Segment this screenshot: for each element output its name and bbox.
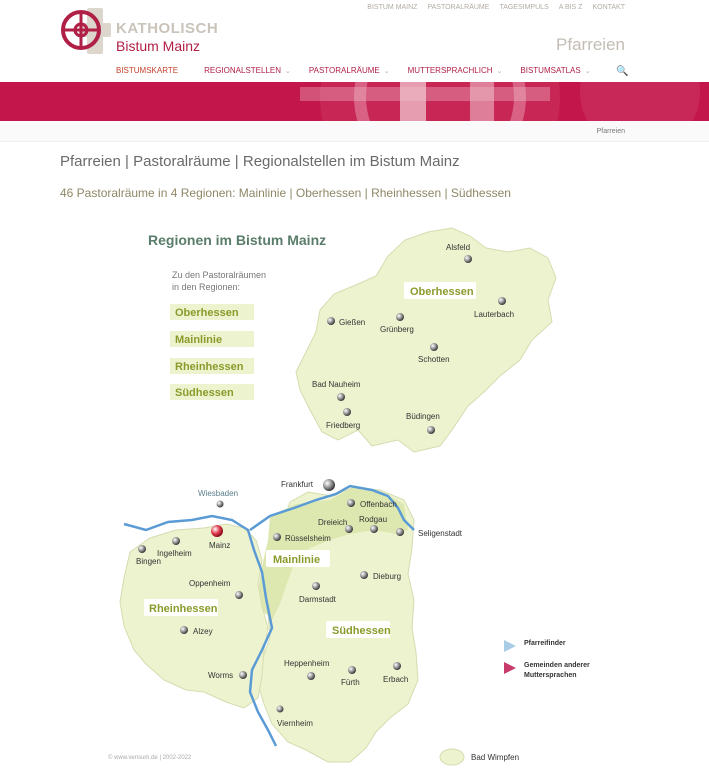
svg-text:Seligenstadt: Seligenstadt — [418, 529, 463, 538]
chevron-down-icon: ⌄ — [584, 68, 591, 75]
nav-pastoralraeume[interactable]: PASTORALRÄUME ⌄ — [308, 66, 390, 75]
banner-ornament — [0, 82, 709, 121]
svg-text:Lauterbach: Lauterbach — [474, 310, 515, 319]
city-badwimpfen[interactable] — [471, 753, 519, 762]
chevron-down-icon: ⌄ — [285, 68, 291, 75]
region-button-mainlinie[interactable] — [170, 331, 254, 347]
svg-text:Worms: Worms — [208, 671, 234, 680]
map-intro-line2: in den Regionen: — [172, 282, 241, 292]
city-frankfurt[interactable] — [281, 479, 335, 491]
topnav-kontakt[interactable]: KONTAKT — [592, 4, 625, 11]
region-button-label: Oberhessen — [175, 307, 239, 319]
region-button-label: Rheinhessen — [175, 361, 244, 373]
svg-text:Schotten: Schotten — [418, 355, 450, 364]
map-intro-line1: Zu den Pastoralräumen — [172, 270, 267, 280]
svg-text:Friedberg: Friedberg — [326, 421, 361, 430]
diocese-map — [0, 215, 709, 782]
region-button-oberhessen[interactable] — [170, 304, 254, 320]
page-heading: Pfarreien — [556, 35, 625, 54]
svg-text:Frankfurt: Frankfurt — [281, 480, 314, 489]
city-wiesbaden[interactable] — [198, 489, 238, 508]
top-utility-nav — [367, 4, 625, 11]
triangle-right-icon — [504, 662, 516, 674]
svg-text:Rheinhessen: Rheinhessen — [149, 603, 218, 615]
svg-text:Fürth: Fürth — [341, 678, 360, 687]
svg-text:Ingelheim: Ingelheim — [157, 549, 192, 558]
region-button-label: Mainlinie — [175, 334, 223, 346]
svg-text:Grünberg: Grünberg — [380, 325, 414, 334]
region-label-suedhessen[interactable] — [326, 621, 391, 638]
topnav-a-bis-z[interactable]: A BIS Z — [558, 4, 583, 11]
legend-pfarreifinder[interactable]: Pfarreifinder — [504, 639, 604, 652]
svg-text:Viernheim: Viernheim — [277, 719, 313, 728]
svg-text:Mainlinie: Mainlinie — [273, 554, 321, 566]
chevron-down-icon: ⌄ — [383, 68, 390, 75]
topnav-bistum-mainz[interactable]: BISTUM MAINZ — [367, 4, 418, 11]
chevron-down-icon: ⌄ — [496, 68, 503, 75]
region-button-rheinhessen[interactable] — [170, 358, 254, 374]
region-badwimpfen-shape — [440, 749, 464, 765]
main-nav — [116, 66, 629, 77]
svg-text:Offenbach: Offenbach — [360, 500, 397, 509]
nav-regionalstellen[interactable]: REGIONALSTELLEN ⌄ — [204, 66, 291, 75]
svg-text:Mainz: Mainz — [209, 541, 231, 550]
map-title: Regionen im Bistum Mainz — [148, 232, 327, 248]
svg-text:Oberhessen: Oberhessen — [410, 286, 474, 298]
region-button-suedhessen[interactable] — [170, 384, 254, 400]
svg-text:Oppenheim: Oppenheim — [189, 579, 231, 588]
region-button-label: Südhessen — [175, 387, 234, 399]
svg-text:Alzey: Alzey — [193, 627, 213, 636]
svg-text:Alsfeld: Alsfeld — [446, 243, 471, 252]
svg-text:Darmstadt: Darmstadt — [299, 595, 336, 604]
region-label-mainlinie[interactable] — [266, 550, 330, 567]
nav-muttersprachlich[interactable]: MUTTERSPRACHLICH ⌄ — [407, 66, 503, 75]
svg-text:Bingen: Bingen — [136, 557, 161, 566]
map-legend — [504, 639, 604, 690]
region-label-rheinhessen[interactable] — [144, 599, 218, 616]
header-banner — [0, 82, 709, 121]
svg-text:Bad Wimpfen: Bad Wimpfen — [471, 753, 520, 762]
content-heading: Pfarreien | Pastoralräume | Regionalstellen im Bistum Mainz — [60, 153, 460, 170]
svg-text:Rüsselsheim: Rüsselsheim — [285, 534, 331, 543]
topnav-tagesimpuls[interactable]: TAGESIMPULS — [499, 4, 549, 11]
svg-text:Gießen: Gießen — [339, 318, 366, 327]
cross-logo-icon — [59, 6, 111, 56]
legend-muttersprachen[interactable]: Gemeinden anderer Muttersprachen — [504, 661, 604, 681]
svg-text:Wiesbaden: Wiesbaden — [198, 489, 239, 498]
map-copyright: © www.vensum.de | 2002-2022 — [108, 755, 192, 761]
nav-bistumsatlas[interactable]: BISTUMSATLAS ⌄ — [520, 66, 591, 75]
svg-text:Büdingen: Büdingen — [406, 412, 440, 421]
logo-text-top: KATHOLISCH — [116, 20, 219, 37]
svg-text:Rodgau: Rodgau — [359, 515, 388, 524]
svg-text:Bad Nauheim: Bad Nauheim — [312, 380, 361, 389]
nav-bistumskarte[interactable]: BISTUMSKARTE — [116, 66, 179, 75]
logo[interactable] — [59, 6, 219, 56]
svg-text:Erbach: Erbach — [383, 675, 409, 684]
logo-text-bottom: Bistum Mainz — [116, 38, 201, 54]
svg-text:Dieburg: Dieburg — [373, 572, 402, 581]
breadcrumb[interactable]: Pfarreien — [596, 128, 625, 135]
svg-text:Heppenheim: Heppenheim — [284, 659, 330, 668]
topnav-pastoralraeume[interactable]: PASTORALRÄUME — [427, 4, 490, 11]
content-subheading: 46 Pastoralräume in 4 Regionen: Mainlinie | Oberhessen | Rheinhessen | Südhessen — [60, 186, 511, 200]
search-icon[interactable]: 🔍 — [616, 66, 629, 77]
svg-text:Südhessen: Südhessen — [332, 625, 391, 637]
region-label-oberhessen[interactable] — [404, 282, 476, 299]
triangle-right-icon — [504, 640, 516, 652]
svg-text:Dreieich: Dreieich — [318, 518, 348, 527]
